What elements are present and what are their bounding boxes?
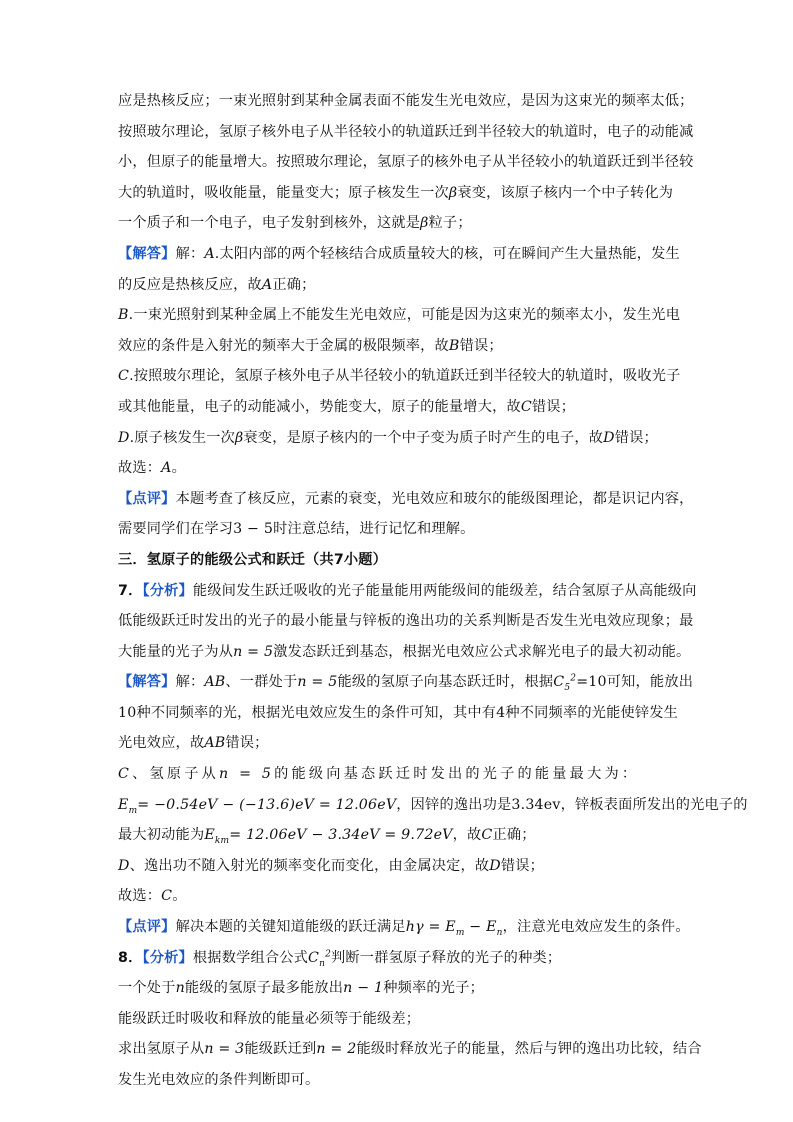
text-line: C、氢原子从n = 5的能级向基态跃迁时发出的光子的能量最大为： [118,766,640,783]
text-line: 能级跃迁时吸收和释放的能量必须等于能级差； [118,1010,421,1027]
text-line: 按照玻尔理论，氢原子核外电子从半径较小的轨道跃迁到半径较大的轨道时，电子的动能减 [118,123,694,140]
energy-formula: $E_m= -0.54eV - (-13.6)eV = 12.06eV$ [118,796,397,816]
answer-line: 【解答】解：A.太阳内部的两个轻核结合成质量较大的核，可在瞬间产生大量热能，发生 [118,245,680,262]
text-line: 大能量的光子为从n = 5激发态跃迁到基态，根据光电效应公式求解光电子的最大初动能。 [118,643,691,660]
comment-line: 【点评】本题考查了核反应，元素的衰变，光电效应和玻尔的能级图理论，都是识记内容， [118,490,694,507]
question-number: 8． [118,949,143,966]
text-line: $E_m= -0.54eV - (-13.6)eV = 12.06eV$，因锌的逸出功是3.34ev，锌板表面所发出的光电子的 [118,796,748,816]
text-line: 大的轨道时，吸收能量，能量变大；原子核发生一次β衰变，该原子核内一个中子转化为 [118,184,674,201]
text-line: B.一束光照射到某种金属上不能发生光电效应，可能是因为这束光的频率太小，发生光电 [118,307,681,324]
answer-line: 【解答】解：AB、一群处于n = 5能级的氢原子向基态跃迁时，根据$C_5^2=10$可知，能放出 [118,673,694,694]
text-line: 发生光电效应的条件判断即可。 [118,1072,320,1088]
text-line: 故选：C。 [118,888,187,905]
document-page [118,86,748,1096]
text-line: 效应的条件是入射光的频率大于金属的极限频率，故B错误； [118,337,503,354]
text-line: 一个处于n能级的氢原子最多能放出n − 1种频率的光子； [118,980,484,997]
kinetic-energy-formula: $E_{km}= 12.06eV - 3.34eV = 9.72eV$ [204,827,453,847]
combination-formula: $C_n^2$ [308,948,332,969]
question-number: 7． [118,582,143,599]
text-line: 最大初动能为$E_{km}= 12.06eV - 3.34eV = 9.72eV$，故C正确； [118,827,536,847]
comment-tag: 【点评】 [118,919,176,936]
text-line: D.原子核发生一次β衰变，是原子核内的一个中子变为质子时产生的电子，故D错误； [118,429,658,446]
text-line: 光电效应，故AB错误； [118,735,269,752]
answer-tag: 【解答】 [118,674,176,691]
analysis-line: 8．【分析】根据数学组合公式$C_n^2$判断一群氢原子释放的光子的种类； [118,948,562,969]
text-line: 求出氢原子从n = 3能级跃迁到n = 2能级时释放光子的能量，然后与钾的逸出功比较，结合 [118,1041,702,1058]
comment-line: 【点评】解决本题的关键知道能级的跃迁满足$h\gamma = E_m - E_n$，注意光电效应发生的条件。 [118,919,690,938]
text-line: 应是热核反应；一束光照射到某种金属表面不能发生光电效应，是因为这束光的频率太低； [118,93,694,109]
analysis-line: 7．【分析】能级间发生跃迁吸收的光子能量能用两能级间的能级差，结合氢原子从高能级向 [118,582,697,599]
analysis-tag: 【分析】 [142,949,193,966]
text-line: 的反应是热核反应，故A正确； [118,276,316,293]
text-line: D、逸出功不随入射光的频率变化而变化，由金属决定，故D错误； [118,857,545,874]
answer-tag: 【解答】 [118,245,176,262]
text-line: 低能级跃迁时发出的光子的最小能量与锌板的逸出功的关系判断是否发生光电效应现象；最 [118,613,694,630]
section-heading: 三．氢原子的能级公式和跃迁（共7小题） [118,551,388,568]
text-line: 10种不同频率的光，根据光电效应发生的条件可知，其中有4种不同频率的光能使锌发生 [118,704,679,721]
text-line: 需要同学们在学习3 − 5时注意总结，进行记忆和理解。 [118,521,475,538]
combination-formula: $C_5^2$ [553,673,577,694]
text-line: 一个质子和一个电子，电子发射到核外，这就是β粒子； [118,215,472,232]
transition-formula: $h\gamma = E_m - E_n$ [405,919,503,938]
text-line: C.按照玻尔理论，氢原子核外电子从半径较小的轨道跃迁到半径较大的轨道时，吸收光子 [118,368,681,385]
text-line: 小，但原子的能量增大。按照玻尔理论，氢原子的核外电子从半径较小的轨道跃迁到半径较 [118,154,694,171]
comment-tag: 【点评】 [118,490,176,507]
text-line: 故选：A。 [118,460,187,477]
analysis-tag: 【分析】 [142,582,193,599]
text-line: 或其他能量，电子的动能减小，势能变大，原子的能量增大，故C错误； [118,398,576,415]
